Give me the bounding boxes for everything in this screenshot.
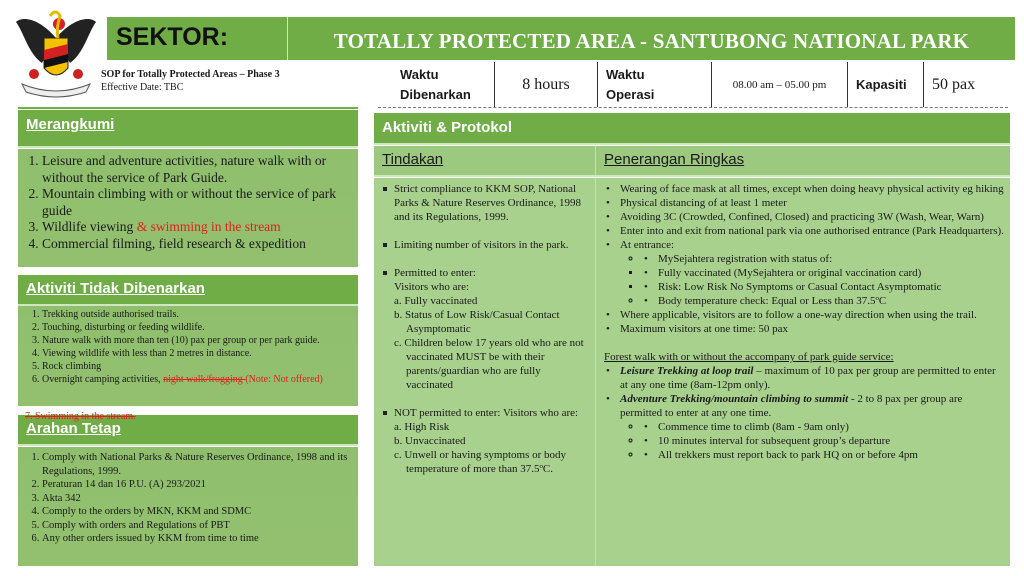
description-item: • Leisure Trekking at loop trail – maximum of 10 pax per group are permitted to enter at any one time (8am-12pm only). bbox=[604, 364, 1004, 392]
list-item: 6. Overnight camping activities, night walk/frogging (Note: Not offered) bbox=[42, 373, 352, 386]
description-item: • Enter into and exit from national park via one authorised entrance (Park Headquarters). bbox=[604, 224, 1004, 238]
list-item: 3. Nature walk with more than ten (10) pax per group or per park guide. bbox=[42, 334, 352, 347]
merangkumi-header: Merangkumi bbox=[18, 110, 358, 148]
struck-item: 7. Swimming in the stream. bbox=[25, 411, 136, 422]
effective-date: Effective Date: TBC bbox=[101, 82, 184, 93]
standing-orders-header: Arahan Tetap bbox=[18, 415, 358, 446]
merangkumi-list bbox=[18, 149, 358, 267]
description-item: • Adventure Trekking/mountain climbing to summit - 2 to 8 pax per group are permitted to enter at any one time. bbox=[604, 392, 1004, 420]
action-item: Strict compliance to KKM SOP, National Parks & Nature Reserves Ordinance, 1998 and its Regulations, 1999. bbox=[382, 182, 589, 224]
divider bbox=[18, 107, 358, 109]
list-item: 2. Touching, disturbing or feeding wildlife. bbox=[42, 321, 352, 334]
description-subitem: • ◦ Body temperature check: Equal or Less than 37.5ºC bbox=[642, 294, 1004, 308]
sector-banner bbox=[107, 17, 1015, 60]
red-note: & swimming in the stream bbox=[136, 219, 281, 234]
description-subitem: • ▪ Fully vaccinated (MySejahtera or original vaccination card) bbox=[642, 266, 1004, 280]
list-item: 4. Comply to the orders by MKN, KKM and SDMC bbox=[42, 505, 352, 519]
list-item: 2. Peraturan 14 dan 16 P.U. (A) 293/2021 bbox=[42, 478, 352, 492]
description-subitem: • ◦ MySejahtera registration with status of: bbox=[642, 252, 1004, 266]
struck-text: night walk/frogging bbox=[163, 374, 246, 385]
not-allowed-header: Aktiviti Tidak Dibenarkan bbox=[18, 275, 358, 306]
description-item: • Physical distancing of at least 1 meter bbox=[604, 196, 1004, 210]
list-item: 3. Wildlife viewing & swimming in the stream bbox=[42, 219, 352, 236]
list-item: 1. Comply with National Parks & Nature Reserves Ordinance, 1998 and its Regulations, 1999. bbox=[42, 451, 352, 478]
coat-of-arms-logo bbox=[14, 8, 98, 102]
action-column bbox=[374, 178, 596, 566]
list-item: 2. Mountain climbing with or without the service of park guide bbox=[42, 186, 352, 219]
description-subitem: • ◦ 10 minutes interval for subsequent group’s departure bbox=[642, 434, 1004, 448]
standing-orders-list bbox=[18, 447, 358, 566]
forest-walk-heading: Forest walk with or without the accompany of park guide service: bbox=[604, 351, 894, 363]
protocol-table-body bbox=[374, 178, 1010, 566]
description-item: • Wearing of face mask at all times, except when doing heavy physical activity eg hiking bbox=[604, 182, 1004, 196]
allowed-time-value: 8 hours bbox=[495, 62, 598, 107]
info-row bbox=[378, 62, 1008, 108]
description-item: • Avoiding 3C (Crowded, Confined, Closed) and practicing 3W (Wash, Wear, Warn) bbox=[604, 210, 1004, 224]
description-column-header: Penerangan Ringkas bbox=[604, 151, 745, 168]
list-item: 6. Any other orders issued by KKM from time to time bbox=[42, 532, 352, 546]
allowed-time-label: Waktu Dibenarkan bbox=[378, 62, 495, 107]
action-item: Permitted to enter: Visitors who are: a. Fully vaccinated b. Status of Low Risk/Casual Contact Asymptomatic c. Children below 17 years old who are not vaccinated MUST be with their parents/guardian who are fully vaccinated bbox=[382, 266, 589, 392]
list-item: 4. Commercial filming, field research & expedition bbox=[42, 236, 352, 253]
activities-protocol-header: Aktiviti & Protokol bbox=[374, 113, 1010, 145]
capacity-label: Kapasiti bbox=[848, 62, 924, 107]
list-item: 5. Comply with orders and Regulations of PBT bbox=[42, 519, 352, 533]
list-item: 3. Akta 342 bbox=[42, 492, 352, 506]
description-subitem: • ▪ Risk: Low Risk No Symptoms or Casual Contact Asymptomatic bbox=[642, 280, 1004, 294]
description-column bbox=[596, 178, 1010, 566]
capacity-value: 50 pax bbox=[932, 75, 976, 93]
red-note: (Note: Not offered) bbox=[245, 374, 323, 385]
list-item: 1. Trekking outside authorised trails. bbox=[42, 308, 352, 321]
protocol-column-headers bbox=[374, 146, 1010, 177]
page-title: TOTALLY PROTECTED AREA - SANTUBONG NATIONAL PARK bbox=[333, 29, 970, 53]
description-subitem: • ◦ Commence time to climb (8am - 9am only) bbox=[642, 420, 1004, 434]
operating-hours-label: Waktu Operasi bbox=[598, 62, 712, 107]
action-item: NOT permitted to enter: Visitors who are: a. High Risk b. Unvaccinated c. Unwell or having symptoms or body temperature of more than 37.5ºC. bbox=[382, 406, 589, 476]
list-item: 4. Viewing wildlife with less than 2 metres in distance. bbox=[42, 347, 352, 360]
not-allowed-list bbox=[18, 306, 358, 406]
list-item: 1. Leisure and adventure activities, nature walk with or without the service of Park Guide. bbox=[42, 153, 352, 186]
description-item: • Where applicable, visitors are to follow a one-way direction when using the trail. bbox=[604, 308, 1004, 322]
sop-info bbox=[101, 68, 280, 94]
operating-hours-value: 08.00 am – 05.00 pm bbox=[712, 62, 848, 107]
sop-title: SOP for Totally Protected Areas – Phase 3 bbox=[101, 69, 280, 80]
action-item: Limiting number of visitors in the park. bbox=[382, 238, 589, 252]
description-item: • Maximum visitors at one time: 50 pax bbox=[604, 322, 1004, 336]
list-item: 5. Rock climbing bbox=[42, 360, 352, 373]
description-item: • At entrance: bbox=[604, 238, 1004, 252]
sector-label: SEKTOR: bbox=[107, 17, 288, 60]
action-column-header: Tindakan bbox=[374, 146, 596, 175]
description-subitem: • ◦ All trekkers must report back to park HQ on or before 4pm bbox=[642, 448, 1004, 462]
